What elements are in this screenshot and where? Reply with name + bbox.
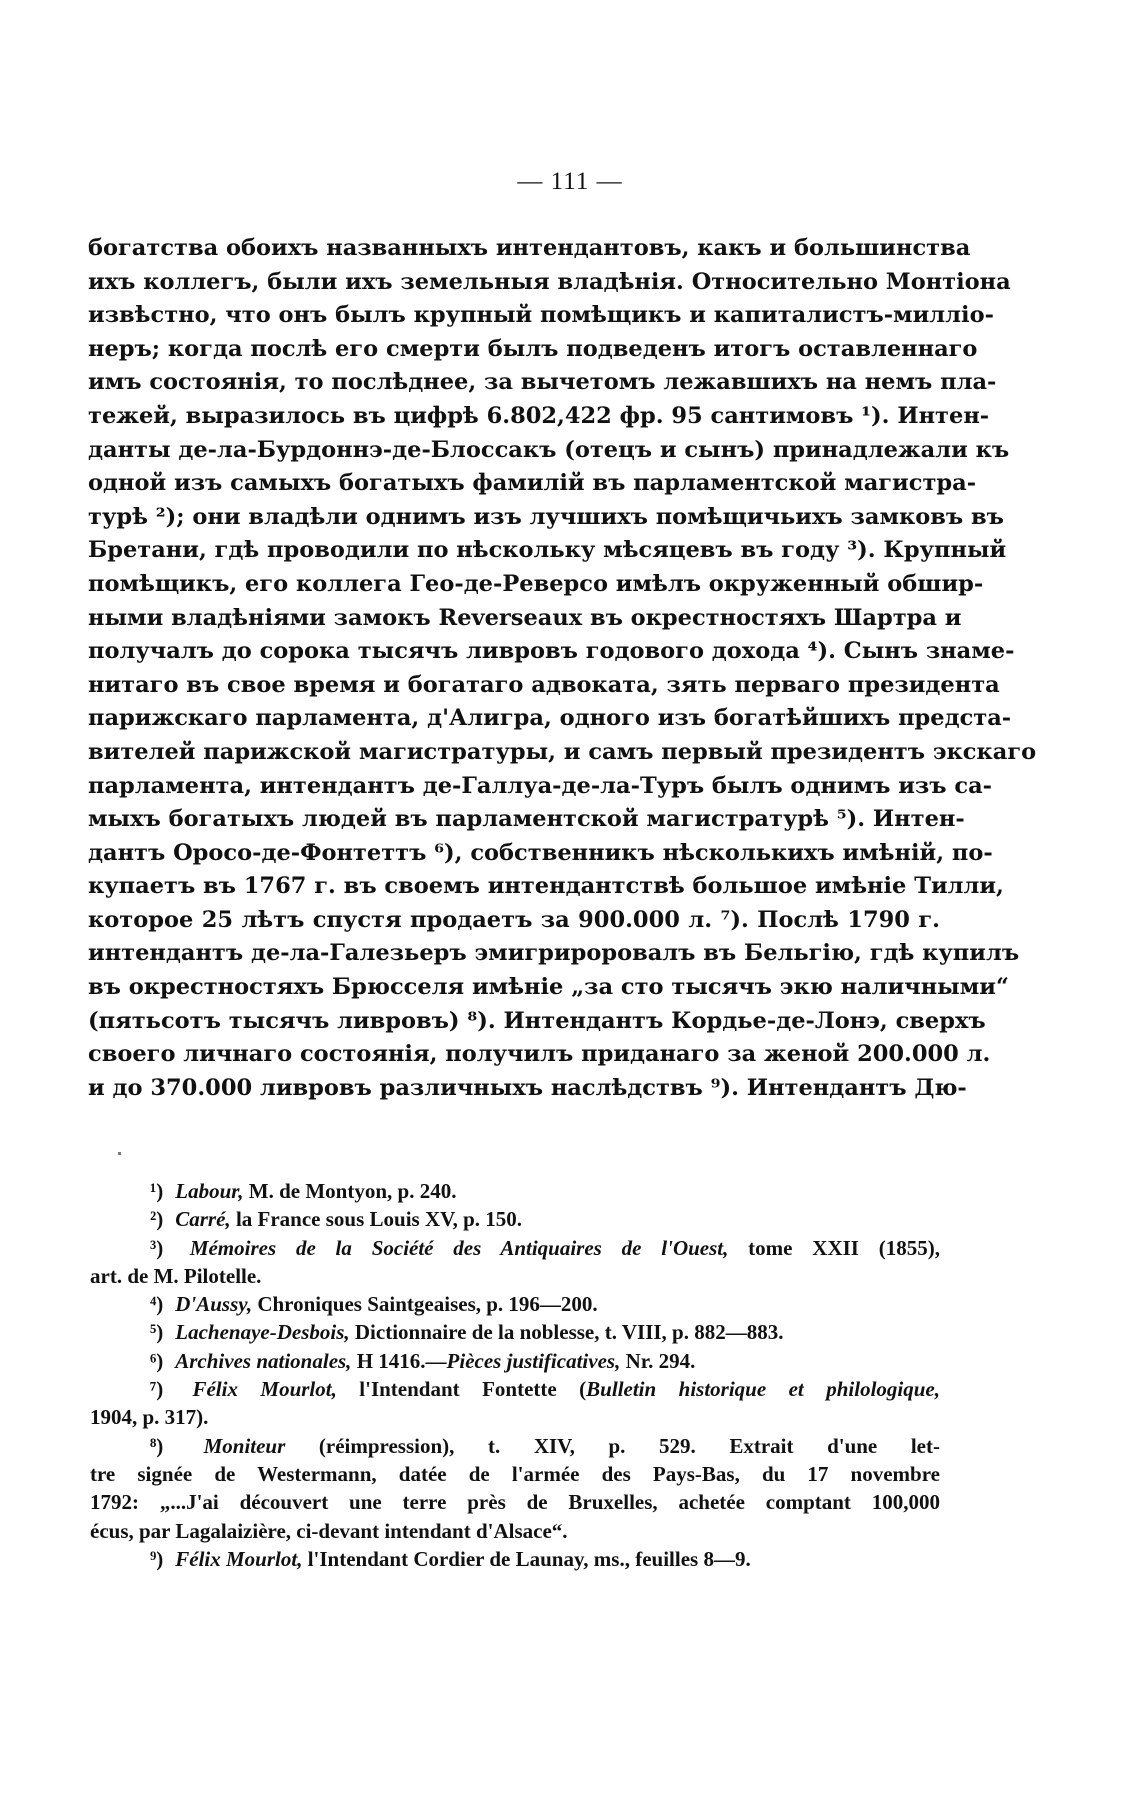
text-line: турѣ ²); они владѣли однимъ изъ лучшихъ помѣщичьихъ замковъ въ: [88, 503, 1004, 530]
footnote-3-continued: art. de M. Pilotelle.: [90, 1263, 262, 1288]
text-line: ихъ коллегъ, были ихъ земельныя владѣнія. Относительно Монтіона: [88, 268, 1011, 295]
text-line: мыхъ богатыхъ людей въ парламентской магистратурѣ ⁵). Интен-: [88, 806, 965, 833]
footnote-text: Nr. 294.: [620, 1348, 696, 1373]
footnote-text: Chroniques Saintgeaises, p. 196—200.: [252, 1292, 598, 1317]
footnotes: [88, 1177, 940, 1573]
footnote-3: [88, 1234, 940, 1262]
footnote-8-continued: tre signée de Westermann, datée de l'armée des Pays-Bas, du 17 novembre: [90, 1461, 940, 1486]
text-line: тежей, выразилось въ цифрѣ 6.802,422 фр. 95 сантимовъ ¹). Интен-: [88, 402, 990, 429]
footnote-separator: [118, 1152, 121, 1155]
main-text: [88, 232, 1037, 1105]
page-number: — 111 —: [517, 168, 623, 195]
text-line: парламента, интендантъ де-Галлуа-де-ла-Туръ былъ однимъ изъ са-: [88, 772, 992, 799]
footnote-mark: ²): [150, 1207, 164, 1232]
footnote-8-continued: écus, par Lagalaizière, ci-devant intendant d'Alsace“.: [90, 1518, 568, 1543]
footnote-text: l'Intendant Cordier de Launay, ms., feuilles 8—9.: [302, 1546, 751, 1571]
footnote-mark: ³): [150, 1235, 164, 1260]
text-line: имъ состоянія, то послѣднее, за вычетомъ лежавшихъ на немъ пла-: [88, 369, 997, 396]
footnote-mark: ⁸): [150, 1433, 164, 1458]
text-line: парижскаго парламента, д'Алигра, одного изъ богатѣйшихъ предста-: [88, 705, 1012, 732]
footnote-9: [88, 1545, 940, 1573]
footnote-4: [88, 1290, 940, 1318]
text-line: интендантъ де-ла-Галезьеръ эмигрироровалъ въ Бельгію, гдѣ купилъ: [88, 940, 1020, 967]
footnote-text: Dictionnaire de la noblesse, t. VIII, p. 882—883.: [349, 1320, 784, 1345]
footnote-author: Labour,: [175, 1179, 244, 1203]
text-line: въ окрестностяхъ Брюсселя имѣніе „за сто тысячъ экю наличными“: [88, 974, 1009, 1001]
footnote-7: [88, 1375, 940, 1403]
footnote-mark: ⁶): [150, 1348, 164, 1373]
footnote-author: Mémoires de la Société des Antiquaires de l'Ouest,: [189, 1235, 729, 1260]
footnote-author: Carré,: [175, 1207, 231, 1232]
text-line: данты де-ла-Бурдоннэ-де-Блоссакъ (отецъ и сынъ) принадлежали къ: [88, 436, 1010, 463]
text-line: нитаго въ свое время и богатаго адвоката, зять перваго президента: [88, 671, 1000, 698]
footnote-italic-text: Pièces justificatives,: [446, 1348, 621, 1373]
text-line: (пятьсотъ тысячъ ливровъ) ⁸). Интендантъ Кордье-де-Лонэ, сверхъ: [88, 1007, 986, 1034]
footnote-5: [88, 1318, 940, 1346]
footnote-text: H 1416.—: [351, 1348, 447, 1373]
footnote-mark: ⁹): [150, 1546, 164, 1571]
footnote-mark: ¹): [150, 1179, 164, 1203]
text-line: которое 25 лѣтъ спустя продаетъ за 900.000 л. ⁷). Послѣ 1790 г.: [88, 906, 940, 933]
footnote-8: [88, 1432, 940, 1460]
footnote-author: Moniteur: [203, 1433, 286, 1458]
text-line: своего личнаго состоянія, получилъ приданаго за женой 200.000 л.: [88, 1041, 991, 1068]
footnote-text: (réimpression), t. XIV, p. 529. Extrait d'une let-: [285, 1433, 940, 1458]
text-line: помѣщикъ, его коллега Гео-де-Реверсо имѣлъ окруженный обшир-: [88, 570, 984, 597]
text-line: и до 370.000 ливровъ различныхъ наслѣдствъ ⁹). Интендантъ Дю-: [88, 1074, 967, 1101]
footnote-mark: ⁷): [150, 1377, 164, 1402]
footnote-author: Félix Mourlot,: [192, 1377, 337, 1402]
footnote-mark: ⁴): [150, 1292, 164, 1317]
footnote-6: [88, 1347, 940, 1375]
footnote-8-continued: 1792: „...J'ai découvert une terre près de Bruxelles, achetée comptant 100,000: [90, 1490, 940, 1515]
footnote-text: M. de Montyon, p. 240.: [243, 1179, 457, 1203]
footnote-mark: ⁵): [150, 1320, 164, 1345]
footnote-author: Lachenaye-Desbois,: [175, 1320, 350, 1345]
footnote-author: Félix Mourlot,: [175, 1546, 303, 1571]
footnote-7-continued: 1904, p. 317).: [90, 1405, 209, 1430]
text-line: Бретани, гдѣ проводили по нѣскольку мѣсяцевъ въ году ³). Крупный: [88, 537, 1007, 564]
footnote-2: [88, 1205, 940, 1233]
footnote-text: la France sous Louis XV, p. 150.: [230, 1207, 523, 1232]
text-line: богатства обоихъ названныхъ интендантовъ, какъ и большинства: [88, 235, 971, 261]
text-line: дантъ Оросо-де-Фонтеттъ ⁶), собственникъ нѣсколькихъ имѣній, по-: [88, 839, 993, 866]
text-line: получалъ до сорока тысячъ ливровъ годового дохода ⁴). Сынъ знаме-: [88, 638, 1015, 665]
footnote-author: D'Aussy,: [175, 1292, 253, 1317]
text-line: неръ; когда послѣ его смерти былъ подведенъ итогъ оставленнаго: [88, 335, 978, 362]
footnote-text: l'Intendant Fontette (: [336, 1377, 587, 1402]
text-line: одной изъ самыхъ богатыхъ фамилій въ парламентской магистра-: [88, 470, 977, 497]
footnote-1: [88, 1177, 940, 1205]
text-line: купаетъ въ 1767 г. въ своемъ интендантствѣ большое имѣніе Тилли,: [88, 873, 1004, 900]
footnote-italic-text: Bulletin historique et philologique,: [586, 1377, 940, 1402]
text-line: вителей парижской магистратуры, и самъ первый президентъ экскаго: [88, 738, 1037, 765]
footnote-text: tome XXII (1855),: [728, 1235, 940, 1260]
text-line: ными владѣніями замокъ Reverseaux въ окрестностяхъ Шартра и: [88, 604, 962, 631]
footnote-author: Archives nationales,: [175, 1348, 352, 1373]
text-line: извѣстно, что онъ былъ крупный помѣщикъ и капиталистъ-милліо-: [88, 302, 994, 329]
